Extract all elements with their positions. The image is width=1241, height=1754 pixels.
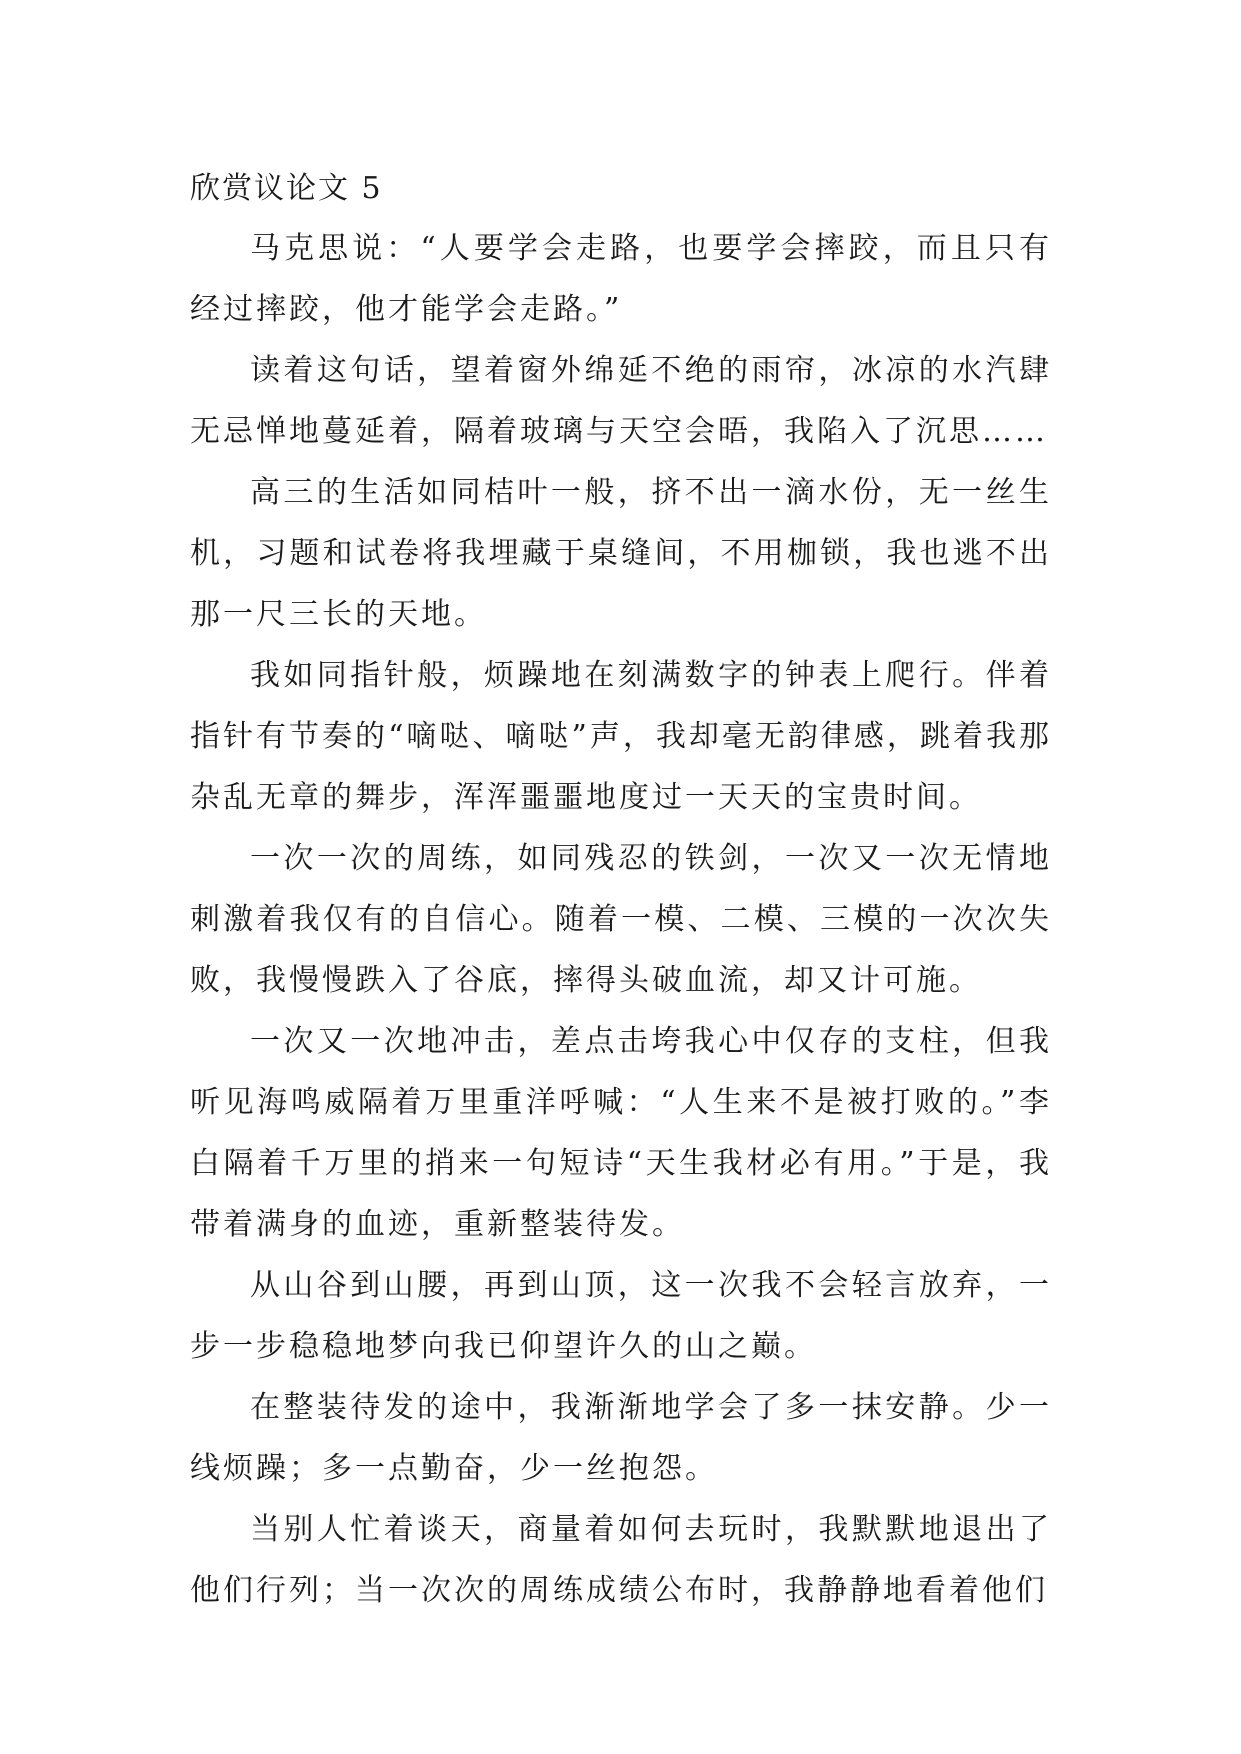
paragraph: 当别人忙着谈天，商量着如何去玩时，我默默地退出了他们行列；当一次次的周练成绩公布时，我静静地看着他们: [190, 1512, 1052, 1608]
document-body: [190, 160, 1052, 1621]
paragraph: 我如同指针般，烦躁地在刻满数字的钟表上爬行。伴着指针有节奏的“嘀哒、嘀哒”声，我却毫无韵律感，跳着我那杂乱无章的舞步，浑浑噩噩地度过一天天的宝贵时间。: [190, 658, 1052, 815]
paragraph: 在整装待发的途中，我渐渐地学会了多一抹安静。少一线烦躁；多一点勤奋，少一丝抱怨。: [190, 1390, 1052, 1486]
paragraph: 一次一次的周练，如同残忍的铁剑，一次又一次无情地刺激着我仅有的自信心。随着一模、二模、三模的一次次失败，我慢慢跌入了谷底，摔得头破血流，却又计可施。: [190, 841, 1052, 998]
paragraph: 高三的生活如同桔叶一般，挤不出一滴水份，无一丝生机，习题和试卷将我埋藏于桌缝间，不用枷锁，我也逃不出那一尺三长的天地。: [190, 475, 1052, 632]
paragraph: 从山谷到山腰，再到山顶，这一次我不会轻言放弃，一步一步稳稳地梦向我已仰望许久的山之巅。: [190, 1268, 1052, 1364]
paragraph: 一次又一次地冲击，差点击垮我心中仅存的支柱，但我听见海鸣威隔着万里重洋呼喊：“人生来不是被打败的。”李白隔着千万里的捎来一句短诗“天生我材必有用。”于是，我带着满身的血迹，重新整装待发。: [190, 1024, 1052, 1242]
paragraph: 读着这句话，望着窗外绵延不绝的雨帘，冰凉的水汽肆无忌惮地蔓延着，隔着玻璃与天空会晤，我陷入了沉思……: [190, 353, 1052, 449]
paragraph: 马克思说：“人要学会走路，也要学会摔跤，而且只有经过摔跤，他才能学会走路。”: [190, 231, 1052, 327]
document-title: 欣赏议论文 5: [190, 171, 383, 206]
